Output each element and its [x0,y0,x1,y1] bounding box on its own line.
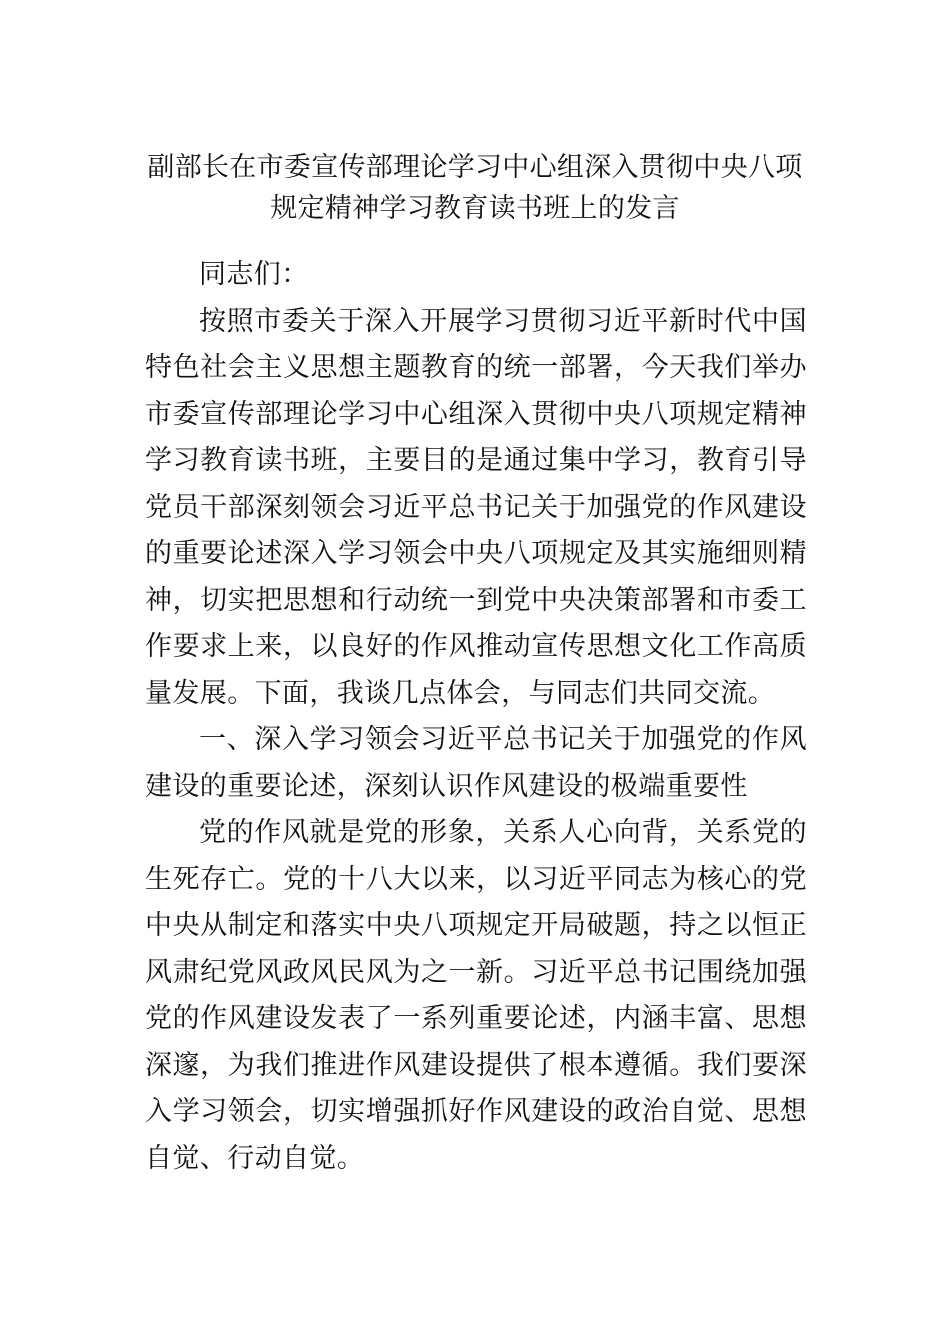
section-heading-1: 一、深入学习领会习近平总书记关于加强党的作风建设的重要论述，深刻认识作风建设的极端重要性 [145,724,807,802]
paragraph-section-1: 党的作风就是党的形象，关系人心向背，关系党的生死存亡。党的十八大以来，以习近平同志为核心的党中央从制定和落实中央八项规定开局破题，持之以恒正风肃纪党风政风民风为之一新。习近平总书记围绕加强党的作风建设发表了一系列重要论述，内涵丰富、思想深邃，为我们推进作风建设提供了根本遵循。我们要深入学习领会，切实增强抓好作风建设的政治自觉、思想自觉、行动自觉。 [145,817,807,1174]
salutation: 同志们： [199,259,309,290]
paragraph-intro: 按照市委关于深入开展学习贯彻习近平新时代中国特色社会主义思想主题教育的统一部署，今天我们举办市委宣传部理论学习中心组深入贯彻中央八项规定精神学习教育读书班，主要目的是通过集中学习，教育引导党员干部深刻领会习近平总书记关于加强党的作风建设的重要论述深入学习领会中央八项规定及其实施细则精神，切实把思想和行动统一到党中央决策部署和市委工作要求上来，以良好的作风推动宣传思想文化工作高质量发展。下面，我谈几点体会，与同志们共同交流。 [145,305,807,709]
document-title: 副部长在市委宣传部理论学习中心组深入贯彻中央八项规定精神学习教育读书班上的发言 [147,152,803,224]
document-body [145,252,807,1182]
